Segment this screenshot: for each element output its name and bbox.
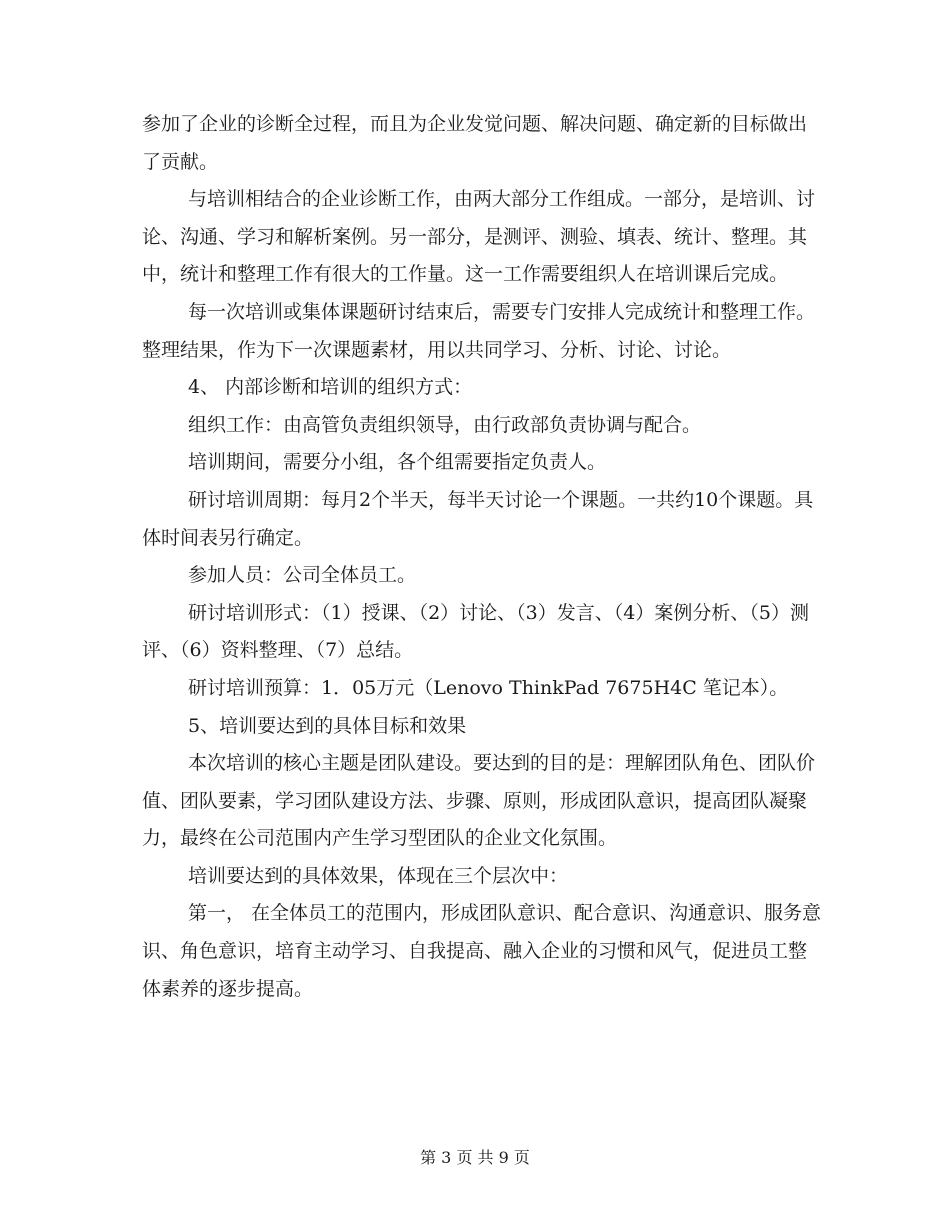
paragraph: 本次培训的核心主题是团队建设。要达到的目的是：理解团队角色、团队价值、团队要素，学习团队建设方法、步骤、原则，形成团队意识，提高团队凝聚力，最终在公司范围内产生学习型团队的企业文化氛围。 xyxy=(142,752,816,850)
paragraph: 第一， 在全体员工的范围内，形成团队意识、配合意识、沟通意识、服务意识、角色意识，培育主动学习、自我提高、融入企业的习惯和风气，促进员工整体素养的逐步提高。 xyxy=(142,902,822,1000)
section-heading: 4、 内部诊断和培训的组织方式： xyxy=(188,376,473,399)
paragraph: 每一次培训或集体课题研讨结束后，需要专门安排人完成统计和整理工作。整理结果，作为下一次课题素材，用以共同学习、分析、讨论、讨论。 xyxy=(142,300,816,361)
paragraph: 研讨培训周期：每月2个半天，每半天讨论一个课题。一共约10个课题。具体时间表另行确定。 xyxy=(142,488,814,549)
paragraph: 培训期间，需要分小组，各个组需要指定负责人。 xyxy=(188,451,607,474)
paragraph: 研讨培训预算：1．05万元（Lenovo ThinkPad 7675H4C 笔记本）。 xyxy=(188,676,789,699)
section-heading: 5、培训要达到的具体目标和效果 xyxy=(188,714,467,737)
paragraph: 培训要达到的具体效果，体现在三个层次中： xyxy=(188,864,569,887)
paragraph: 参加了企业的诊断全过程，而且为企业发觉问题、解决问题、确定新的目标做出了贡献。 xyxy=(142,113,808,173)
paragraph: 参加人员：公司全体员工。 xyxy=(188,564,417,587)
paragraph: 与培训相结合的企业诊断工作，由两大部分工作组成。一部分，是培训、讨论、沟通、学习和解析案例。另一部分，是测评、测验、填表、统计、整理。其中，统计和整理工作有很大的工作量。这一工作需要组织人在培训课后完成。 xyxy=(142,188,816,286)
paragraph: 组织工作：由高管负责组织领导，由行政部负责协调与配合。 xyxy=(188,413,702,436)
paragraph: 研讨培训形式：（1）授课、（2）讨论、（3）发言、（4）案例分析、（5）测评、（6）资料整理、（7）总结。 xyxy=(142,601,809,662)
document-body xyxy=(142,106,822,1008)
page-number-footer: 第 3 页 共 9 页 xyxy=(420,1148,530,1167)
